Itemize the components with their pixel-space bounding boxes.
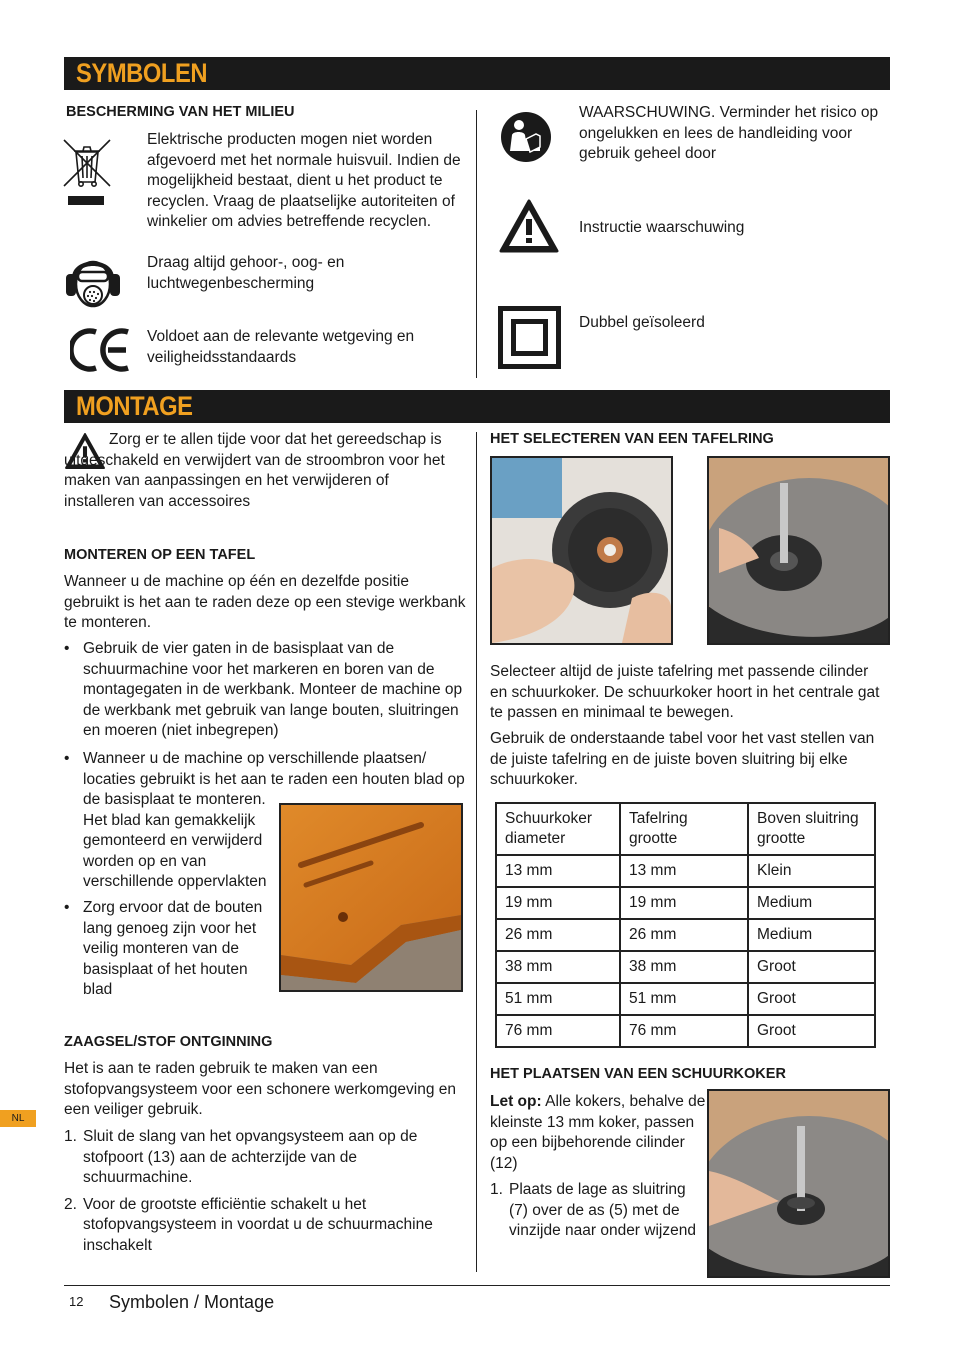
stof-step-2: 2. Voor de grootste efficiëntie schakelt u het stofopvangsysteem in voordat u de schuurmachine inschakelt [64,1195,433,1254]
section-bar-symbolen [64,57,890,90]
weee-bin-icon [62,138,112,208]
tafelring-photo-table [707,456,890,645]
read-manual-icon [500,111,552,163]
table-cell: 19 mm [620,887,748,919]
warning-text: Instructie waarschuwing [579,219,745,236]
table-row [496,983,875,1015]
page-number: 12 [69,1294,84,1309]
tafelring-table [495,802,876,1048]
tafelring-p1: Selecteer altijd de juiste tafelring met passende cilinder en schuurkoker. De schuurkoker hoort in het centrale gat te passen en minimaal te bewegen. [490,663,880,721]
tafel-bullet-list [64,639,466,748]
table-row [496,919,875,951]
schuurkoker-photo [707,1089,890,1278]
table-row [496,1015,875,1047]
protection-gear-icon [64,248,122,312]
protection-text: Draag altijd gehoor-, oog- en luchtwegenbescherming [147,254,345,292]
table-row [496,951,875,983]
table-cell: 13 mm [496,855,620,887]
stof-intro: Het is aan te raden gebruik te maken van een stofopvangsysteem voor een schonere werkomgeving en een veiliger gebruik. [64,1060,457,1118]
table-cell: 26 mm [496,919,620,951]
koker-heading: HET PLAATSEN VAN EEN SCHUURKOKER [490,1066,786,1082]
milieu-heading: BESCHERMING VAN HET MILIEU [66,104,295,120]
stof-heading: ZAAGSEL/STOF ONTGINNING [64,1034,273,1050]
tafel-bullet-2-first: Wanneer u de machine op verschillende plaatsen/ locaties gebruikt is het aan te raden een houten blad op [83,750,465,788]
table-cell: 13 mm [620,855,748,887]
koker-note: Let op: Alle kokers, behalve de kleinste 13 mm koker, passen op een bijbehorende cilinder (12) [490,1093,706,1172]
tafelring-p2: Gebruik de onderstaande tabel voor het vast stellen van de juiste tafelring en de juiste boven sluitring bij elke schuurkoker. [490,730,875,788]
table-cell: 38 mm [620,951,748,983]
table-cell: 19 mm [496,887,620,919]
table-cell: Medium [748,887,875,919]
footer-title: Symbolen / Montage [109,1292,275,1312]
table-cell: 51 mm [496,983,620,1015]
wooden-base-photo [279,803,463,992]
table-row [496,855,875,887]
table-header-row [496,803,875,855]
tafel-bullet-1: • Gebruik de vier gaten in de basisplaat van de schuurmachine voor het markeren en boren van de montagegaten in de werkbank. Monteer de machine op de werkbank met gebruik van lange bouten, sluitringen en moeren (niet inbegrepen) [64,639,466,742]
ce-text: Voldoet aan de relevante wetgeving en veiligheidsstandaards [147,328,415,366]
stof-steps [64,1127,439,1262]
table-cell: 76 mm [620,1015,748,1047]
manual-text: WAARSCHUWING. Verminder het risico op ongelukken en lees de handleiding voor gebruik geheel door [579,104,879,162]
footer-divider [64,1285,890,1286]
table-cell: 76 mm [496,1015,620,1047]
tafelring-heading: HET SELECTEREN VAN EEN TAFELRING [490,431,774,447]
column-divider-bottom [476,432,477,1272]
table-header-cell: Schuurkoker diameter [496,803,620,855]
table-header-cell: Tafelring grootte [620,803,748,855]
table-cell: Groot [748,983,875,1015]
table-cell: Medium [748,919,875,951]
table-cell: Groot [748,951,875,983]
tafel-intro: Wanneer u de machine op één en dezelfde positie gebruikt is het aan te raden deze op een stevige werkbank te monteren. [64,573,466,631]
section-bar-montage [64,390,890,423]
ce-mark-icon [70,326,132,374]
double-insulated-icon [498,306,561,369]
double-insulated-text: Dubbel geïsoleerd [579,314,705,331]
section-title-montage: MONTAGE [76,391,193,421]
warning-intro: Zorg er te allen tijde voor dat het gereedschap is uitgeschakeld en verwijdert van de stroombron voor het maken van aanpassingen en het verwijderen of installeren van accessoires [64,431,445,510]
table-row [496,887,875,919]
section-title-symbolen: SYMBOLEN [76,58,208,88]
koker-note-label: Let op: [490,1093,542,1110]
table-cell: 51 mm [620,983,748,1015]
language-tab: NL [0,1110,36,1127]
stof-step-1: 1. Sluit de slang van het opvangsysteem aan op de stofpoort (13) aan de achterzijde van de schuurmachine. [64,1128,418,1186]
table-cell: 26 mm [620,919,748,951]
tafel-bullet-2: • Wanneer u de machine op verschillende plaatsen/ locaties gebruikt is het aan te raden een houten blad op de basisplaat te monteren. Het blad kan gemakkelijk gemonteerd en verwijderd worden op en van verschillende oppervlakten [64,750,465,890]
tafel-bullet-3: • Zorg ervoor dat de bouten lang genoeg zijn voor het veilig monteren van de basisplaat of het houten blad [64,899,263,998]
table-cell: 38 mm [496,951,620,983]
koker-step-1: 1. Plaats de lage as sluitring (7) over de as (5) met de vinzijde naar onder wijzend [490,1181,696,1239]
tafel-heading: MONTEREN OP EEN TAFEL [64,547,256,563]
milieu-text: Elektrische producten mogen niet worden afgevoerd met het normale huisvuil. Indien de mogelijkheid bestaat, dient u het product te recyclen. Vraag de plaatselijke autoriteiten of winkelier om advies betreffende recyclen. [147,131,461,230]
table-cell: Groot [748,1015,875,1047]
column-divider-top [476,110,477,378]
table-cell: Klein [748,855,875,887]
tafelring-photo-hand [490,456,673,645]
warning-triangle-icon [498,198,560,254]
table-header-cell: Boven sluitring grootte [748,803,875,855]
